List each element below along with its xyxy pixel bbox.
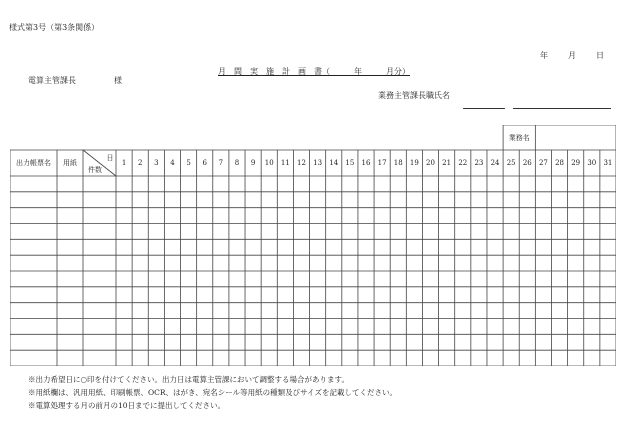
date-line	[540, 50, 604, 61]
day-header-10: 10	[264, 159, 274, 167]
signature-line-name	[513, 108, 611, 109]
business-name-label: 業務名	[508, 134, 530, 142]
day-header-14: 14	[329, 159, 339, 167]
day-header-24: 24	[490, 159, 500, 167]
note-1: ※出力希望日に○印を付けてください。出力日は電算主管課において調整する場合があります。	[28, 375, 349, 384]
schedule-table-grid	[10, 125, 616, 366]
day-header-17: 17	[377, 159, 387, 167]
day-header-31: 31	[603, 159, 613, 167]
addressee	[28, 75, 122, 86]
signer-label: 業務主管課長職氏名	[378, 91, 450, 100]
note-2: ※用紙欄は、汎用用紙、印刷帳票、OCR、はがき、宛名シール等用紙の種類及びサイズを記載してください。	[28, 388, 397, 397]
date-month: 月	[568, 51, 576, 60]
day-header-27: 27	[538, 159, 548, 167]
day-header-28: 28	[555, 159, 565, 167]
day-header-15: 15	[345, 159, 355, 167]
addressee-name: 電算主管課長	[28, 76, 76, 85]
day-header-3: 3	[154, 159, 159, 167]
day-header-5: 5	[186, 159, 191, 167]
document-title: 月 間 実 施 計 画 書（ 年 月分）	[218, 67, 410, 76]
day-header-25: 25	[506, 159, 516, 167]
day-header-23: 23	[474, 159, 484, 167]
day-header-6: 6	[202, 159, 207, 167]
day-header-19: 19	[409, 159, 419, 167]
day-header-13: 13	[313, 159, 323, 167]
day-header-2: 2	[137, 159, 143, 167]
day-header-22: 22	[458, 159, 468, 167]
signature-line-title	[463, 108, 505, 109]
header-paper: 用紙	[63, 159, 77, 167]
day-header-21: 21	[442, 159, 452, 167]
day-header-9: 9	[250, 159, 256, 167]
addressee-honorific: 様	[114, 76, 122, 85]
day-header-8: 8	[234, 159, 240, 167]
day-header-1: 1	[121, 159, 127, 167]
date-day: 日	[596, 51, 604, 60]
date-year: 年	[540, 51, 548, 60]
day-header-29: 29	[571, 159, 581, 167]
header-day-label: 日	[106, 154, 114, 162]
day-header-18: 18	[393, 159, 403, 167]
header-output-form: 出力帳票名	[16, 159, 51, 167]
schedule-table	[10, 125, 616, 366]
day-header-20: 20	[426, 159, 435, 167]
day-header-11: 11	[280, 159, 290, 167]
day-header-30: 30	[587, 159, 597, 167]
day-header-12: 12	[297, 159, 306, 167]
form-number: 様式第3号（第3条関係）	[9, 23, 100, 32]
header-count-label: 件数	[88, 166, 102, 174]
day-header-26: 26	[522, 159, 532, 167]
note-3: ※電算処理する月の前月の10日までに提出してください。	[28, 401, 226, 410]
day-header-7: 7	[218, 159, 224, 167]
day-header-4: 4	[170, 159, 175, 167]
day-header-16: 16	[361, 159, 371, 167]
